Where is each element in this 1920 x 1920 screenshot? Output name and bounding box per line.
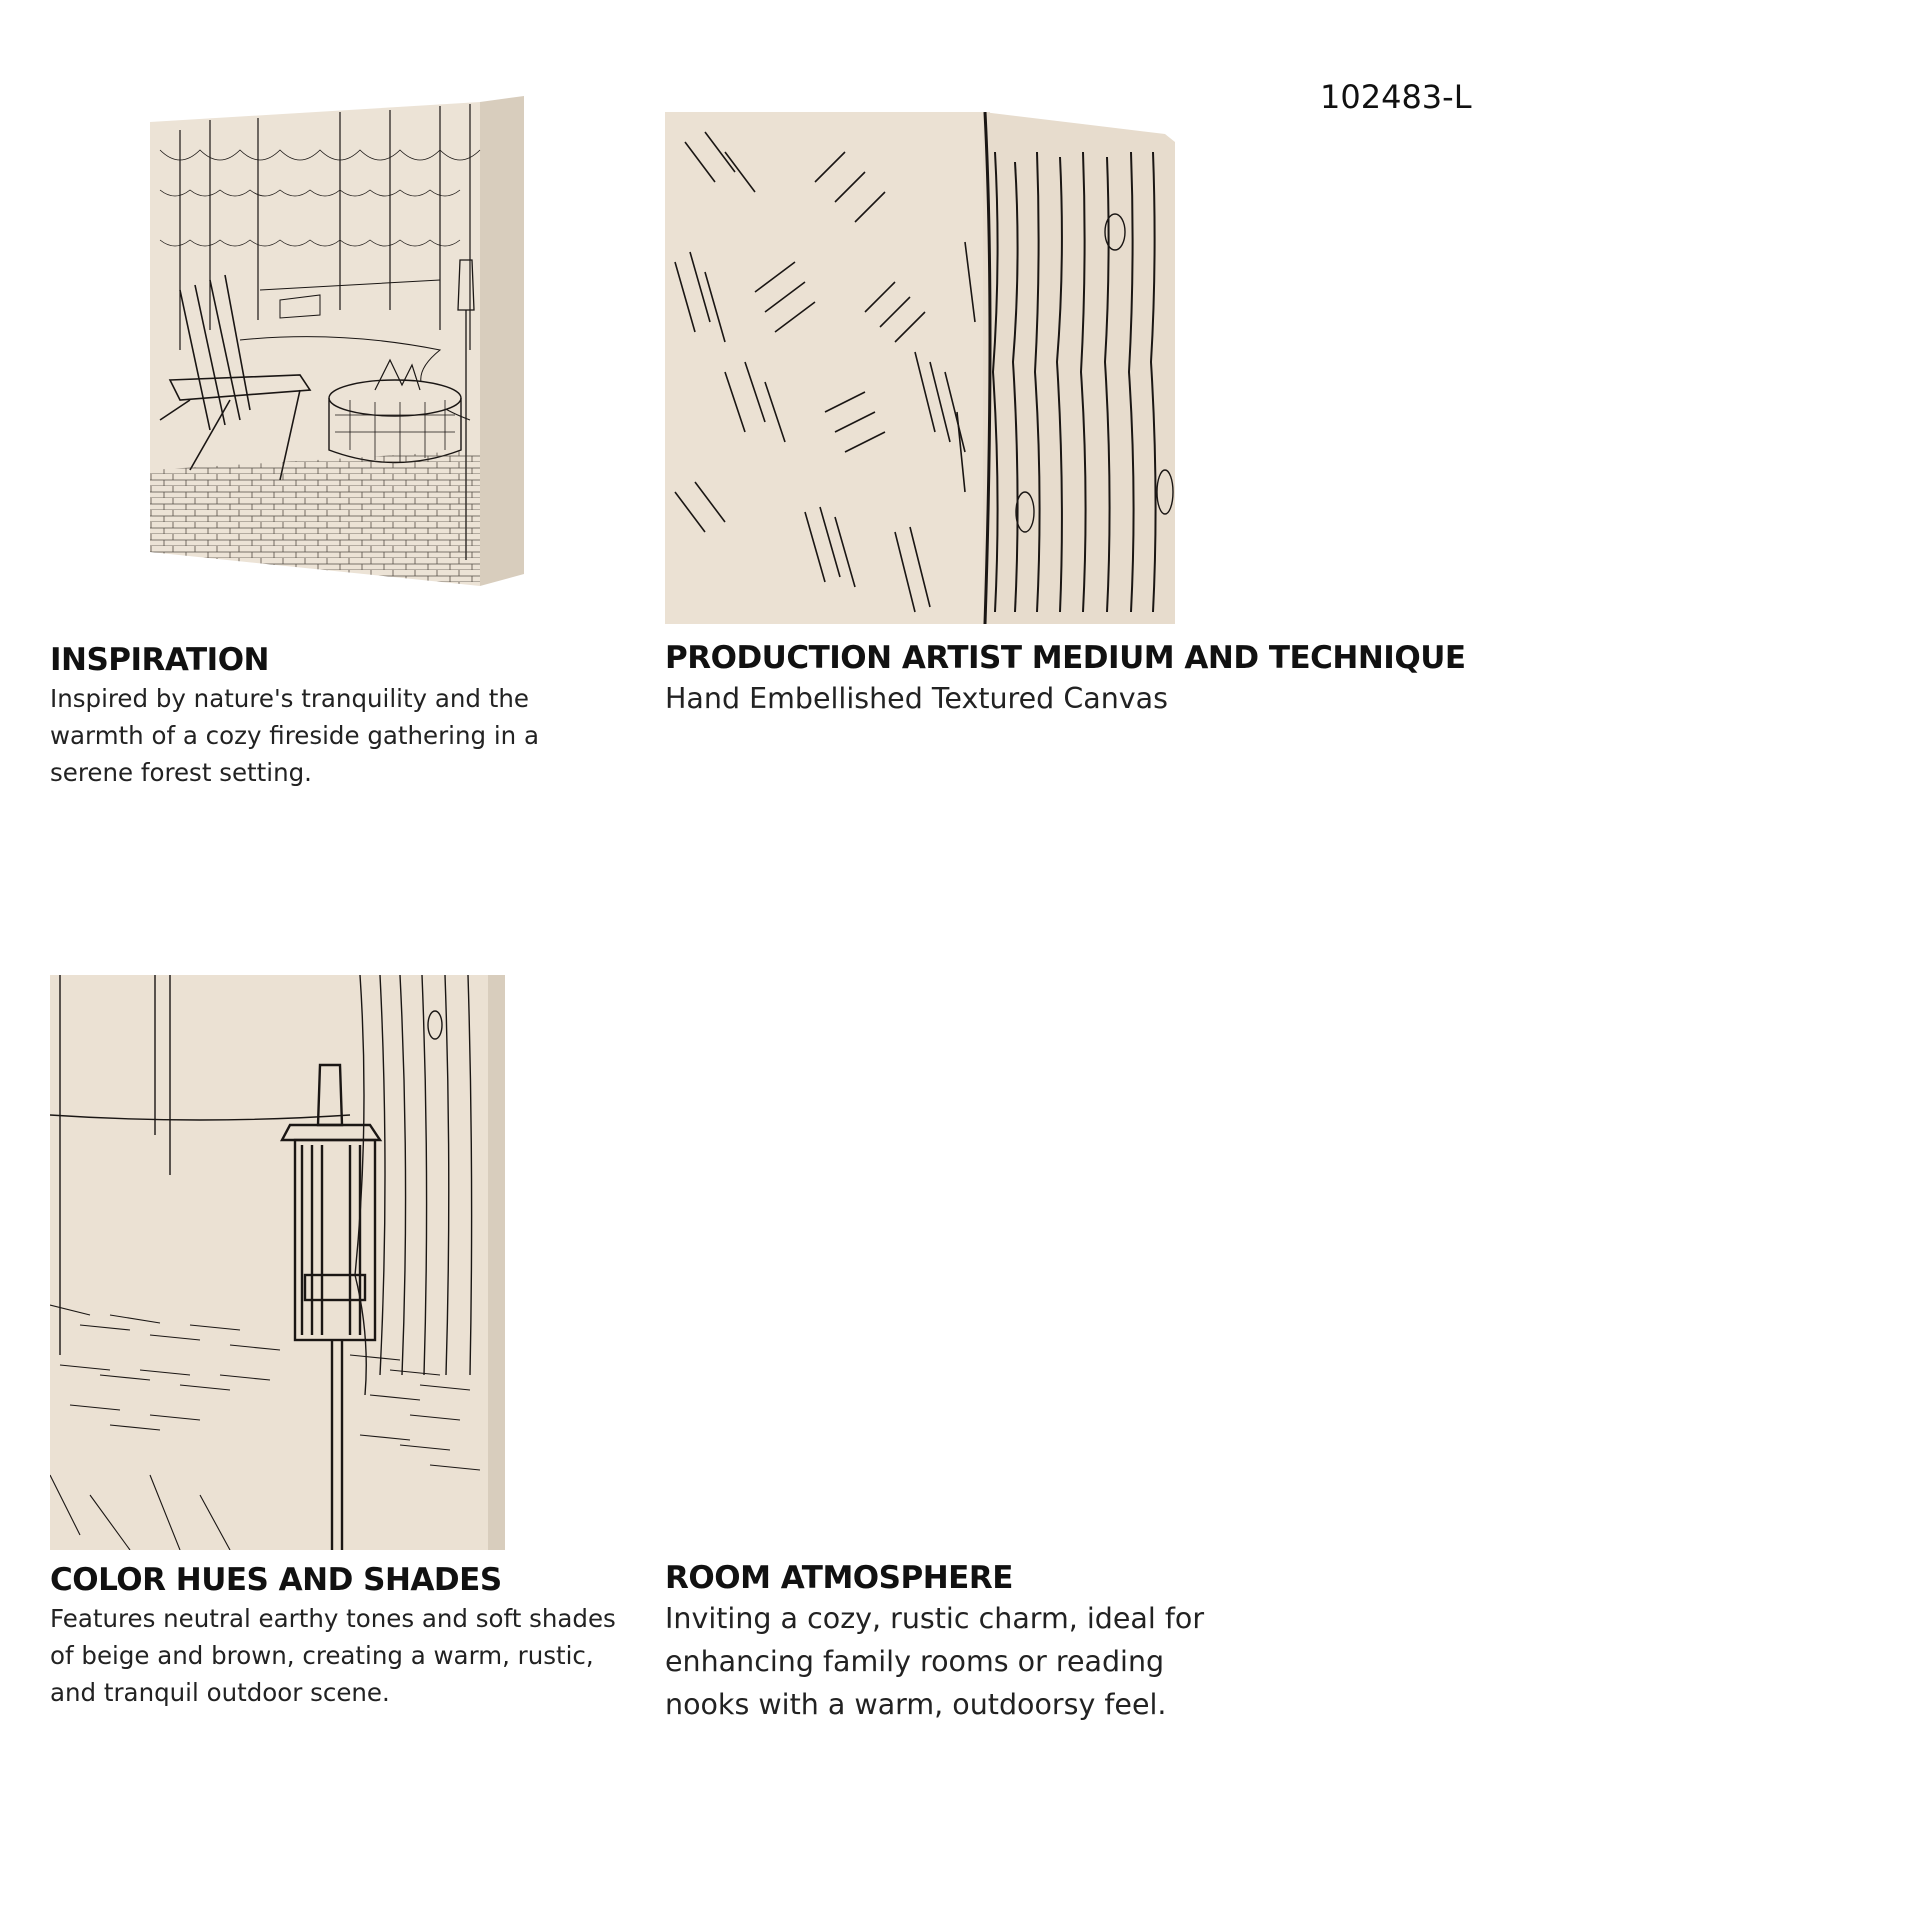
room-atmosphere-heading: ROOM ATMOSPHERE (665, 1560, 1013, 1596)
canvas-torch-detail-image (50, 975, 505, 1550)
canvas-full-view-image (140, 90, 540, 590)
inspiration-text: Inspired by nature's tranquility and the warmth of a cozy fireside gathering in a serene forest setting. (50, 684, 539, 787)
product-sku: 102483-L (1320, 78, 1472, 116)
canvas-edge-detail-image (665, 112, 1185, 624)
color-heading: COLOR HUES AND SHADES (50, 1562, 502, 1598)
inspiration-heading: INSPIRATION (50, 642, 269, 678)
room-atmosphere-text: Inviting a cozy, rustic charm, ideal for enhancing family rooms or reading nooks with a warm, outdoorsy feel. (665, 1602, 1205, 1721)
color-text: Features neutral earthy tones and soft shades of beige and brown, creating a warm, rustic, and tranquil outdoor scene. (50, 1604, 616, 1707)
medium-heading: PRODUCTION ARTIST MEDIUM AND TECHNIQUE (665, 640, 1466, 676)
medium-text: Hand Embellished Textured Canvas (665, 682, 1168, 715)
